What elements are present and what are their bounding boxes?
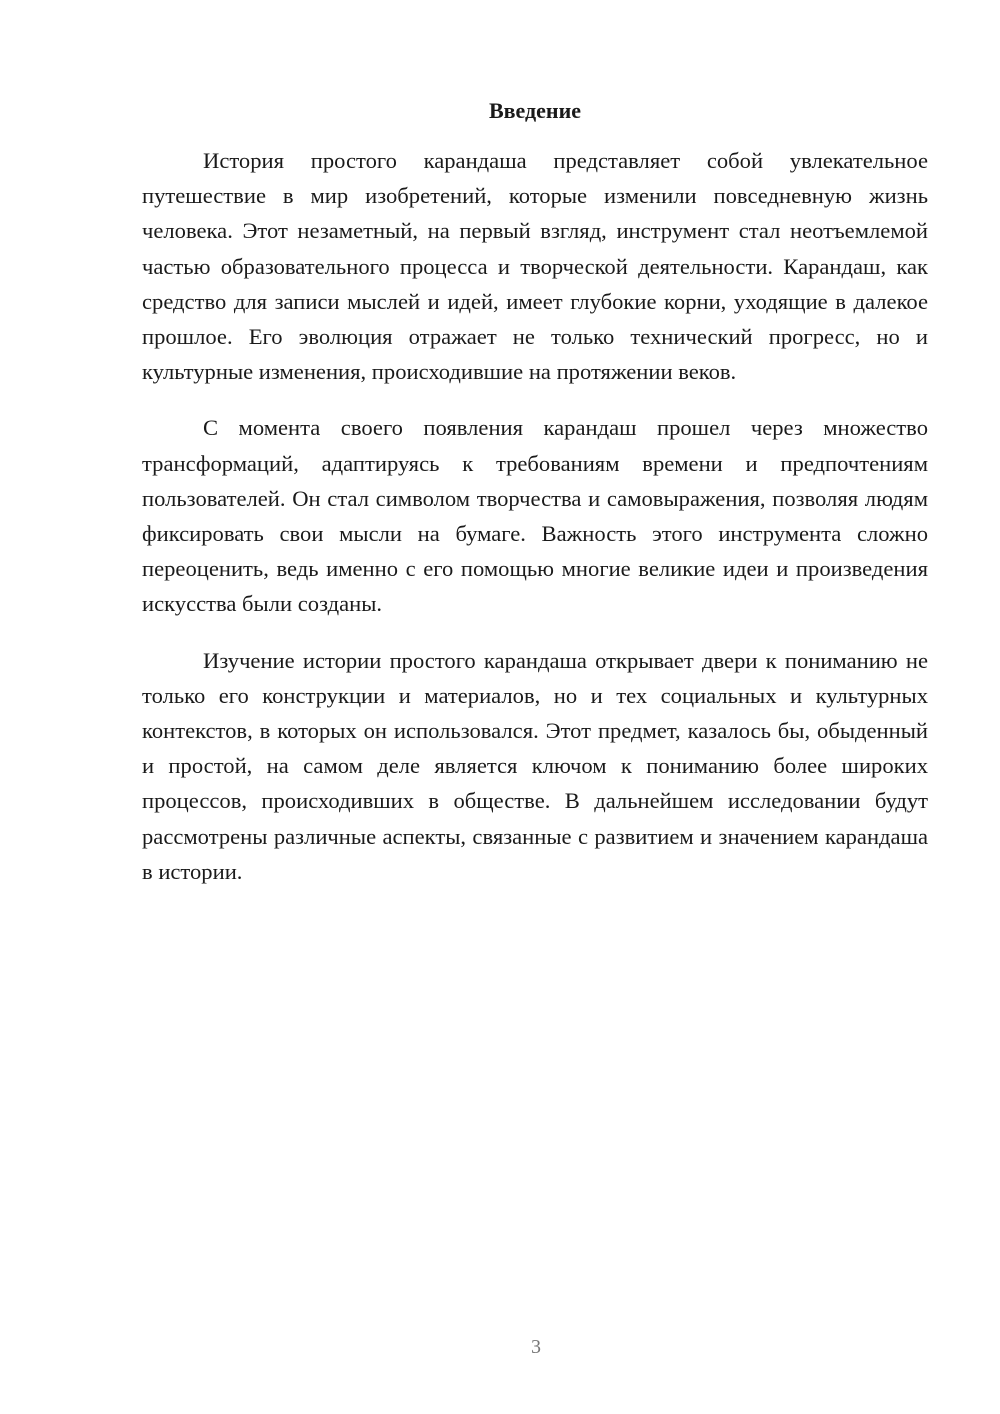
section-heading: Введение <box>488 98 582 123</box>
document-body <box>142 143 928 910</box>
paragraph-3: Изучение истории простого карандаша открывает двери к пониманию не только его конструкции и материалов, но и тех социальных и культурных контекстов, в которых он использовался. Этот предмет, казалось бы, обыденный и простой, на самом деле является ключом к пониманию более широких процессов, происходивших в обществе. В дальнейшем исследовании будут рассмотрены различные аспекты, связанные с развитием и значением карандаша в истории. <box>142 647 928 884</box>
page-number: 3 <box>531 1336 541 1358</box>
paragraph-2: С момента своего появления карандаш прошел через множество трансформаций, адаптируясь к требованиям времени и предпочтениям пользователей. Он стал символом творчества и самовыражения, позволяя людям фиксировать свои мысли на бумаге. Важность этого инструмента сложно переоценить, ведь именно с его помощью многие великие идеи и произведения искусства были созданы. <box>142 415 928 617</box>
paragraph-1: История простого карандаша представляет собой увлекательное путешествие в мир изобретений, которые изменили повседневную жизнь человека. Этот незаметный, на первый взгляд, инструмент стал неотъемлемой частью образовательного процесса и творческой деятельности. Карандаш, как средство для записи мыслей и идей, имеет глубокие корни, уходящие в далекое прошлое. Его эволюция отражает не только технический прогресс, но и культурные изменения, происходившие на протяжении веков. <box>142 148 928 385</box>
